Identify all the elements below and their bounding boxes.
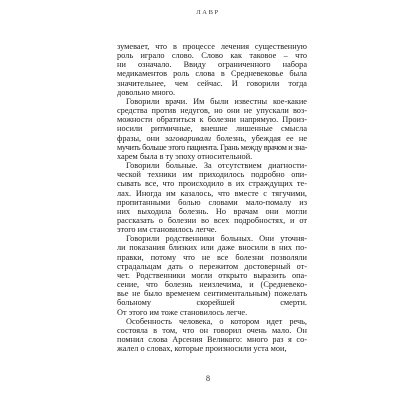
page-number: 8 <box>206 374 210 383</box>
text-line: ли показания близких или даже вносили в них по- <box>117 243 307 253</box>
text-line: зумевает, что в процессе лечения существенную <box>117 42 307 51</box>
paragraph <box>117 97 307 161</box>
text-line: ческой техники им приходилось подробно опи- <box>117 170 307 180</box>
text-line: Особенность человека, о котором идет речь, <box>126 316 307 326</box>
paragraph <box>117 317 307 354</box>
text-line: мучить больше этого пациента. Грань между врачом и зна- <box>117 142 307 152</box>
text-line: больному скорейшей смерти. <box>117 298 307 308</box>
text-line: помнил слова Арсения Великого: много раз я со- <box>117 335 307 344</box>
text-line: медикаментов роль слова в Средневековье была <box>117 69 307 79</box>
italic-word: заговаривали <box>164 133 212 143</box>
text-line: средства против недугов, но они не упускали воз- <box>117 106 307 116</box>
paragraph <box>117 234 307 316</box>
text-line: этого им становилось легче. <box>117 225 217 235</box>
text-line: вье не было временем сентиментальным) пожелать <box>117 289 307 299</box>
text-line: состояла в том, что он говорил очень мало. Он <box>117 325 307 335</box>
text-line: сывать все, что происходило в их страждущих те- <box>117 179 307 189</box>
text-line: ни означало. Ввиду ограниченного набора <box>117 60 307 70</box>
text-line: довольно много. <box>117 87 176 97</box>
text-line: чет. Родственники могли открыто выразить опа- <box>117 270 307 280</box>
text-segment: болезнь, убеждая ее не <box>211 133 307 143</box>
text-line: страдальцам дать о пережитом достоверный от- <box>117 261 307 271</box>
text-line: лах. Иногда им казалось, что вместе с тягучими, <box>117 188 307 198</box>
text-segment: фразы, они <box>117 133 165 143</box>
text-line: можности обратиться к болезни напрямую. Произ- <box>117 115 307 125</box>
text-line: носили ритмичные, внешне лишенные смысла <box>117 124 307 134</box>
text-line: рассказать о болезни во всех подробностях, и от <box>117 215 307 225</box>
text-line: От этого им тоже становилось легче. <box>117 307 248 317</box>
text-line: Говорили врачи. Им были известны кое-какие <box>126 96 307 106</box>
text-column <box>117 42 307 353</box>
paragraph <box>117 42 307 97</box>
text-line: роль играло слово. Слово как таковое – что <box>117 51 307 61</box>
text-line: сение, что болезнь неизлечима, и (Средневеко- <box>117 280 307 290</box>
text-line: них выходила болезнь. Но врачам они могли <box>117 206 307 216</box>
paragraph <box>117 161 307 234</box>
text-line: харем была в ту эпоху относительной. <box>117 151 253 161</box>
text-line: пропитанными болью словами мало-помалу из <box>117 197 307 207</box>
text-line <box>117 134 307 143</box>
text-line: значительнее, чем сейчас. И говорили тогда <box>117 78 307 88</box>
text-line: жалел о словах, которые произносили уста мои, <box>117 344 287 354</box>
running-head: ЛАВР <box>196 9 220 16</box>
text-line: Говорили родственники больных. Они уточня- <box>126 234 307 244</box>
text-line: Говорили больные. За отсутствием диагности- <box>126 161 307 171</box>
text-line: правки, потому что не все болезни позволяли <box>117 252 307 262</box>
